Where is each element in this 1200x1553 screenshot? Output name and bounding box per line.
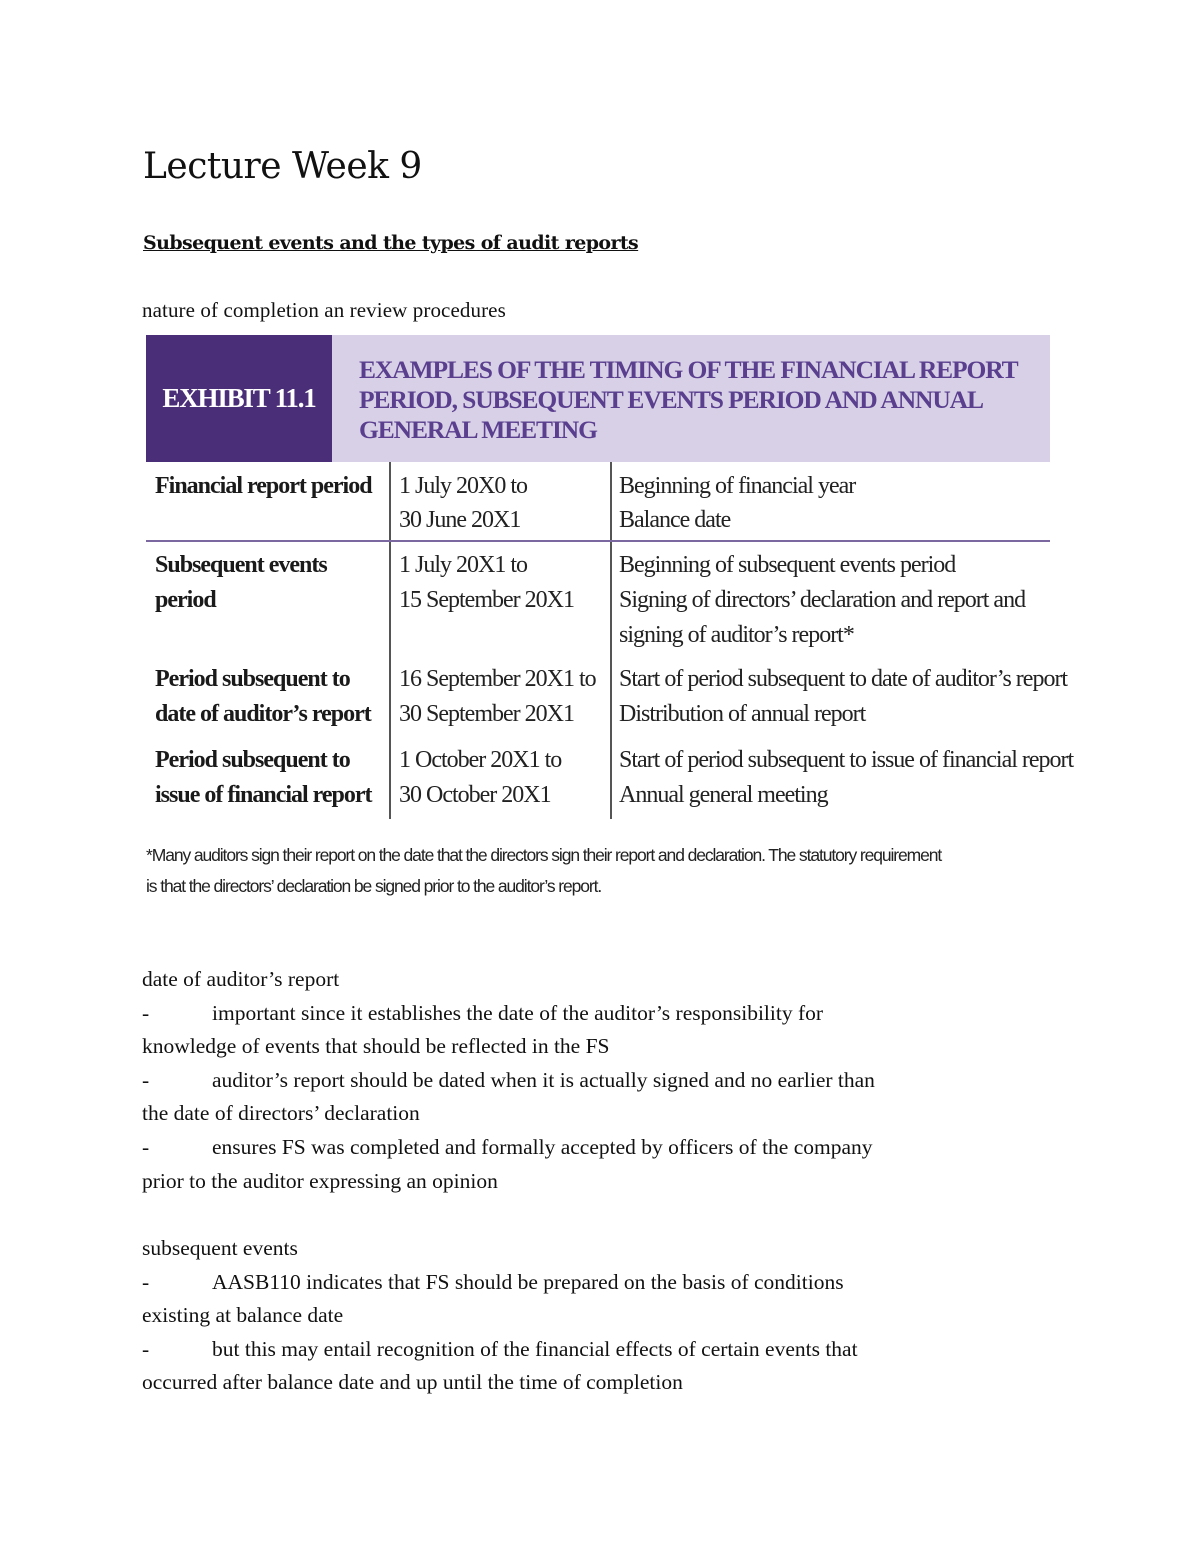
bullet-line: [142, 997, 1082, 1031]
table-cell-dates: 30 September 20X1: [399, 701, 574, 727]
table-cell-period: Period subsequent to: [155, 666, 350, 692]
bullet-dash: -: [142, 1336, 150, 1361]
bullet-continuation: the date of directors’ declaration: [142, 1101, 420, 1126]
bullet-line: [142, 1064, 1082, 1098]
bullet-continuation: knowledge of events that should be reflected in the FS: [142, 1034, 610, 1059]
table-cell-dates: 15 September 20X1: [399, 587, 574, 613]
exhibit-title-line: GENERAL MEETING: [359, 415, 597, 444]
exhibit-title-line: EXAMPLES OF THE TIMING OF THE FINANCIAL REPORT: [359, 355, 1018, 384]
table-divider: [610, 462, 612, 819]
exhibit-title: [359, 355, 1039, 445]
table-cell-events: Balance date: [619, 507, 731, 533]
table-cell-events: Beginning of financial year: [619, 473, 856, 499]
section-auditors-report-date: [142, 963, 1082, 1198]
table-divider: [146, 540, 1050, 542]
table-cell-dates: 16 September 20X1 to: [399, 666, 596, 692]
table-cell-period: issue of financial report: [155, 782, 372, 808]
intro-text: nature of completion an review procedures: [142, 298, 506, 322]
table-cell-events: Beginning of subsequent events period: [619, 552, 956, 578]
bullet-dash: -: [142, 1269, 150, 1294]
bullet-line: [142, 1266, 1082, 1300]
bullet-text: important since it establishes the date of the auditor’s responsibility for: [212, 1000, 824, 1025]
table-cell-events: Signing of directors’ declaration and report and: [619, 587, 1026, 613]
bullet-continuation: occurred after balance date and up until the time of completion: [142, 1370, 683, 1395]
footnote-line: *Many auditors sign their report on the date that the directors sign their report and declaration. The statutory requirement: [146, 845, 942, 865]
bullet-continuation: existing at balance date: [142, 1303, 344, 1328]
table-cell-period: Period subsequent to: [155, 747, 350, 773]
table-cell-dates: 1 July 20X0 to: [399, 473, 528, 499]
table-cell-events: Annual general meeting: [619, 782, 828, 808]
table-cell-events: Start of period subsequent to issue of financial report: [619, 747, 1074, 773]
bullet-continuation: prior to the auditor expressing an opinion: [142, 1168, 498, 1193]
section-subtitle: Subsequent events and the types of audit reports: [143, 232, 639, 254]
section-heading: subsequent events: [142, 1236, 298, 1260]
table-cell-dates: 1 October 20X1 to: [399, 747, 562, 773]
bullet-line: [142, 1333, 1082, 1367]
bullet-text: ensures FS was completed and formally accepted by officers of the company: [212, 1134, 873, 1159]
bullet-line: [142, 1131, 1082, 1165]
exhibit-label: EXHIBIT 11.1: [146, 335, 332, 462]
exhibit-footnote: [146, 840, 1050, 902]
table-cell-period: period: [155, 587, 216, 613]
table-cell-dates: 1 July 20X1 to: [399, 552, 528, 578]
bullet-dash: -: [142, 1000, 150, 1025]
bullet-text: but this may entail recognition of the financial effects of certain events that: [212, 1336, 858, 1361]
exhibit-figure: [146, 335, 1074, 896]
table-cell-dates: 30 October 20X1: [399, 782, 551, 808]
exhibit-header: [146, 335, 1050, 462]
exhibit-title-line: PERIOD, SUBSEQUENT EVENTS PERIOD AND ANNUAL: [359, 385, 983, 414]
table-divider: [389, 462, 391, 819]
table-cell-events: Distribution of annual report: [619, 701, 866, 727]
bullet-dash: -: [142, 1067, 150, 1092]
bullet-text: AASB110 indicates that FS should be prepared on the basis of conditions: [212, 1269, 844, 1294]
footnote-line: is that the directors’ declaration be signed prior to the auditor’s report.: [146, 876, 602, 896]
section-subsequent-events: [142, 1232, 1082, 1400]
bullet-dash: -: [142, 1134, 150, 1159]
table-cell-period: Subsequent events: [155, 552, 327, 578]
page-title: Lecture Week 9: [143, 146, 422, 187]
table-cell-dates: 30 June 20X1: [399, 507, 521, 533]
table-cell-events: signing of auditor’s report*: [619, 622, 854, 648]
table-cell-events: Start of period subsequent to date of auditor’s report: [619, 666, 1068, 692]
bullet-text: auditor’s report should be dated when it is actually signed and no earlier than: [212, 1067, 875, 1092]
section-heading: date of auditor’s report: [142, 967, 340, 991]
table-cell-period: date of auditor’s report: [155, 701, 371, 727]
table-cell-period: Financial report period: [155, 473, 372, 499]
